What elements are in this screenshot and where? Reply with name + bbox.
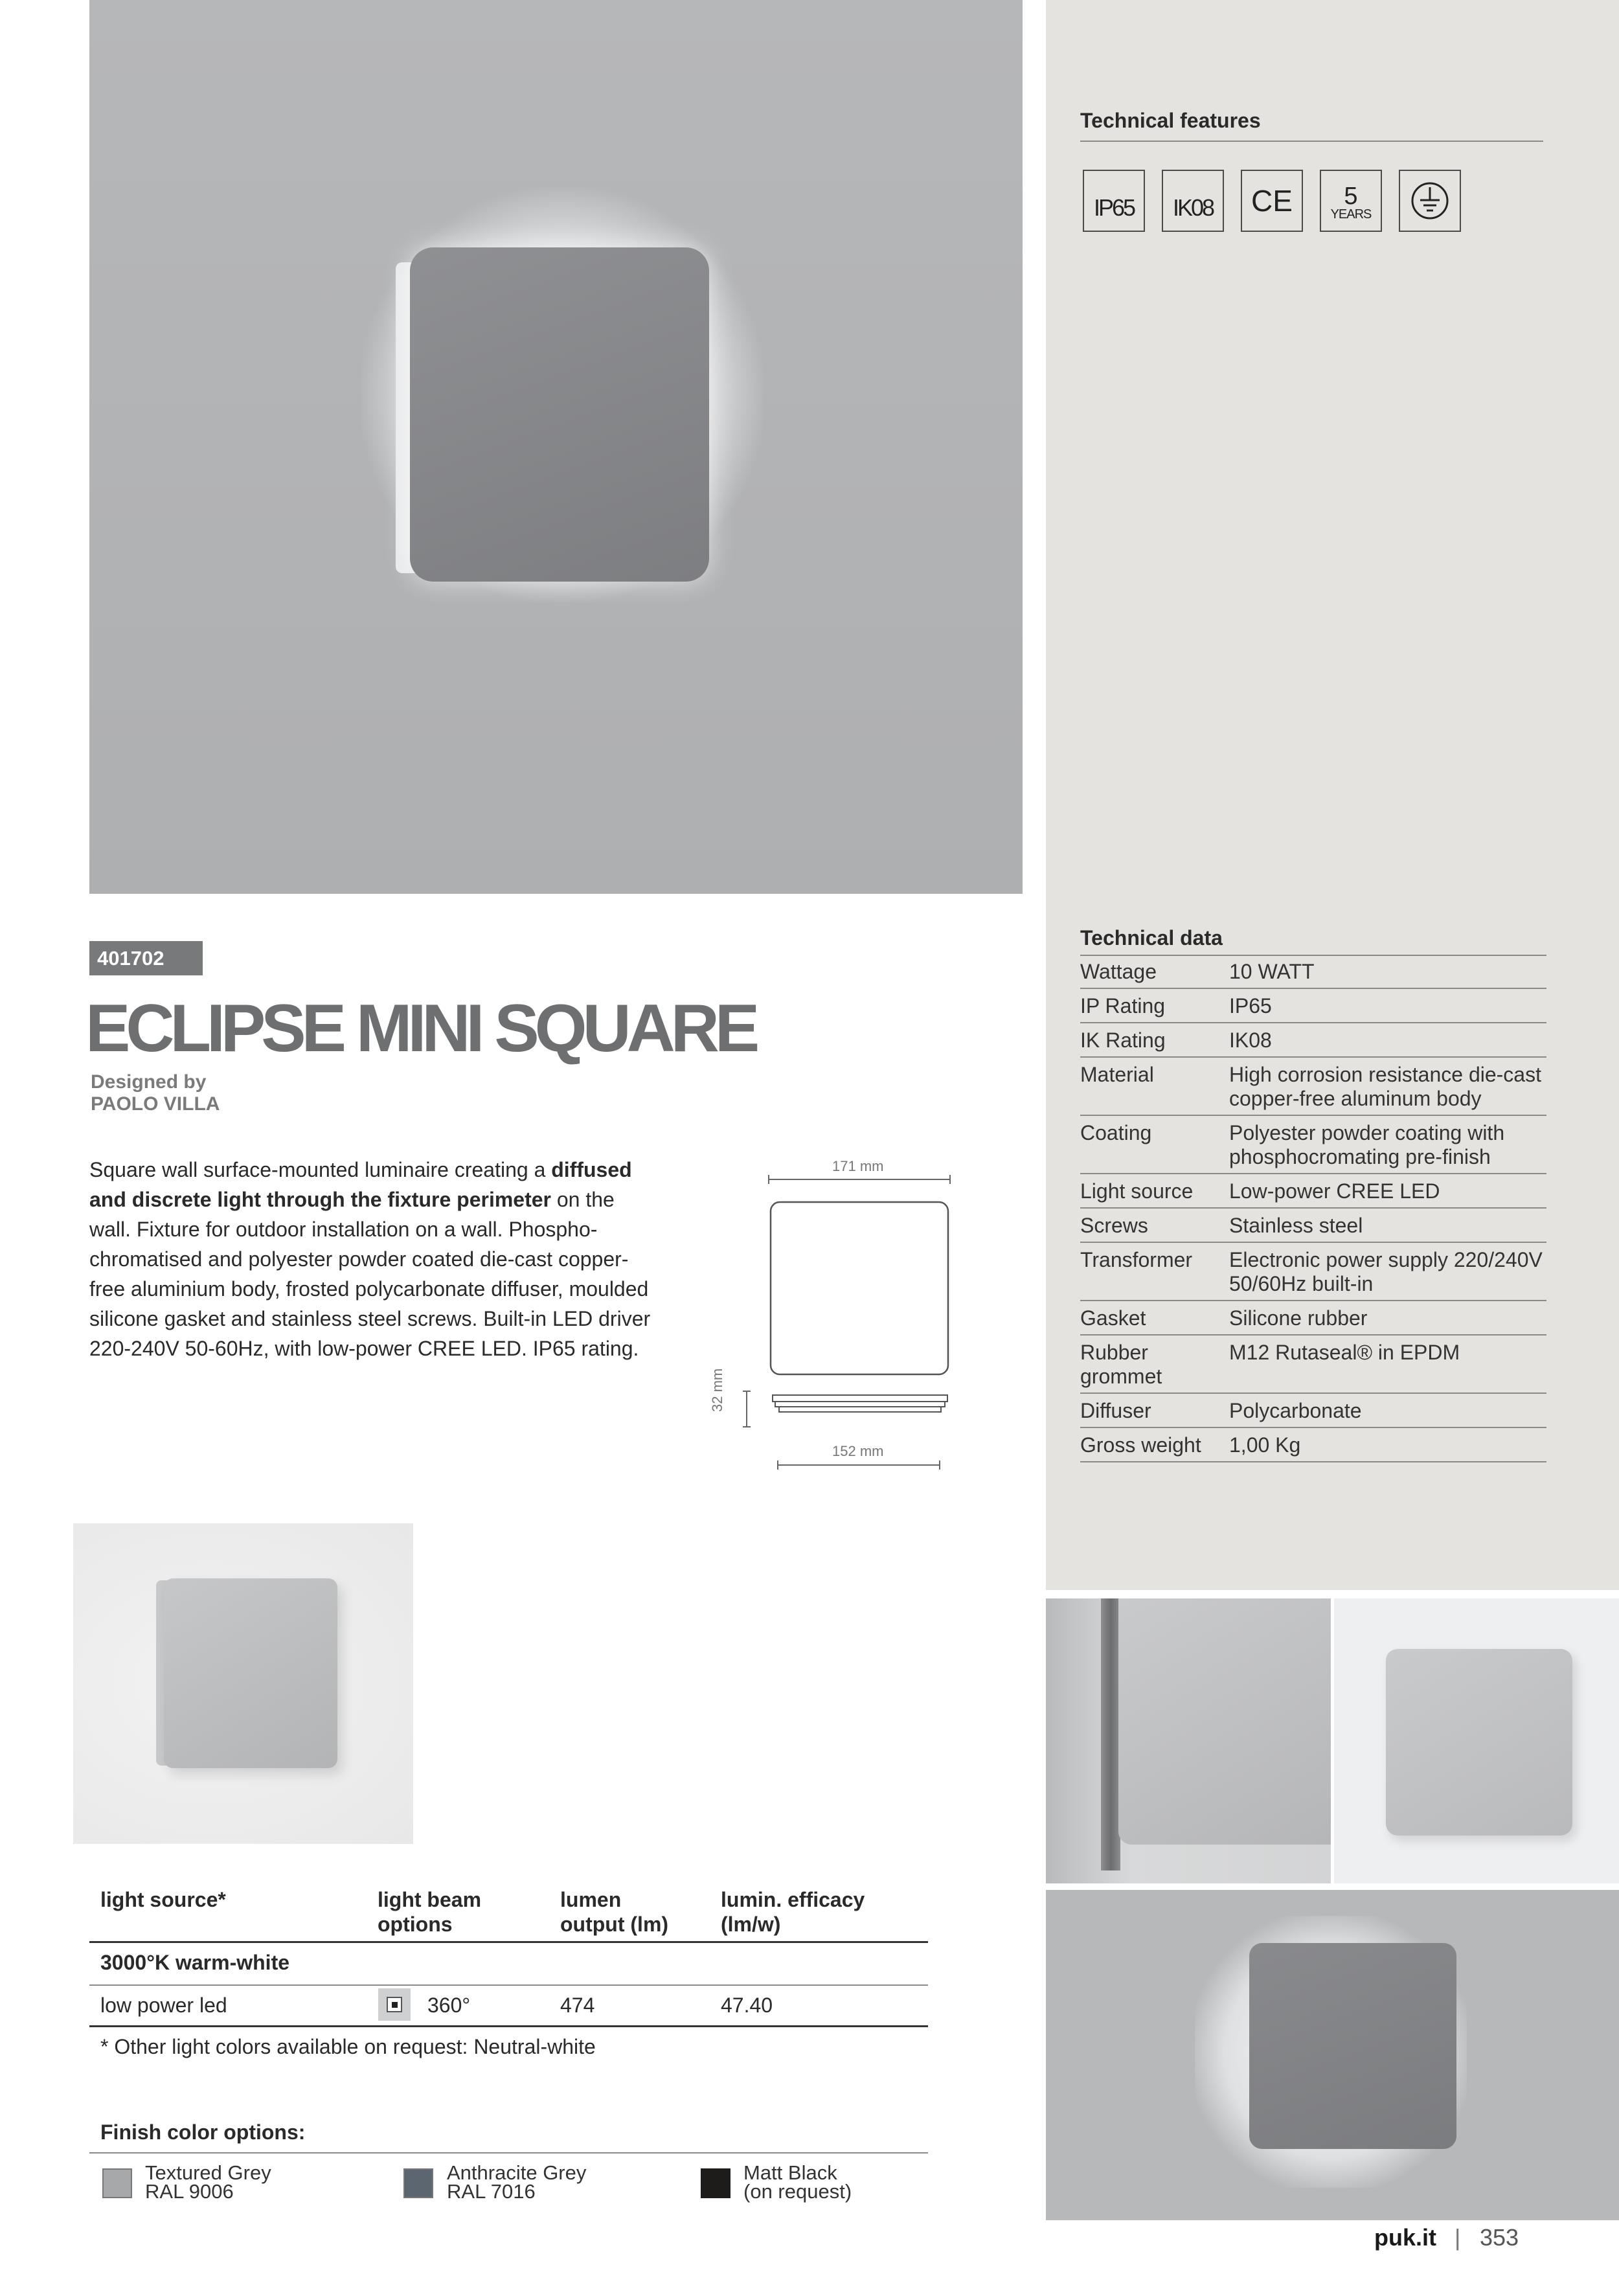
hero-product-photo [89,0,1023,894]
col-header-lumen: lumen output (lm) [560,1888,669,1936]
tech-value: Low-power CREE LED [1229,1174,1546,1208]
tech-row [1080,1057,1546,1115]
tech-value: Polyester powder coating with phosphocromating pre-finish [1229,1115,1546,1174]
designer-credit [91,1071,220,1115]
tech-value: IP65 [1229,988,1546,1023]
tech-row [1080,955,1546,988]
fixture-panel [410,247,709,582]
tech-value: IK08 [1229,1023,1546,1057]
product-photo-lit [1046,1890,1619,2220]
tech-key: IP Rating [1080,988,1229,1023]
tech-row [1080,1301,1546,1335]
tech-key: Coating [1080,1115,1229,1174]
tech-value: Silicone rubber [1229,1301,1546,1335]
divider [89,1984,928,1986]
tech-row [1080,1174,1546,1208]
designer-name: PAOLO VILLA [91,1093,220,1115]
row-source: low power led [100,1994,227,2017]
technical-drawing [709,1153,975,1477]
product-description: Square wall surface-mounted luminaire creating a diffused and discrete light through the fixture perimeter on the wall. Fixture for outdoor installation on a wall. Phospho-chromatised and polyester powder coated die-cast copper-free aluminium body, frosted polycarbonate diffuser, moulded silicone gasket and stainless steel screws. Built-in LED driver 220-240V 50-60Hz, with low-power CREE LED. IP65 rating. [89,1158,651,1360]
tech-key: Transformer [1080,1242,1229,1301]
col-header-efficacy: lumin. efficacy (lm/w) [721,1888,865,1936]
product-photo-side [73,1523,413,1844]
ik-rating-badge: IK08 [1162,170,1224,232]
tech-key: Material [1080,1057,1229,1115]
tech-row [1080,1115,1546,1174]
tech-value: 10 WATT [1229,955,1546,988]
tech-key: IK Rating [1080,1023,1229,1057]
tech-value: Polycarbonate [1229,1393,1546,1427]
tech-value: Stainless steel [1229,1208,1546,1242]
designed-by-label: Designed by [91,1071,207,1093]
technical-features-heading: Technical features [1080,109,1261,132]
dimension-width-top: 171 mm [832,1158,884,1174]
col-header-source: light source* [100,1888,226,1911]
col-header-beam: light beam options [378,1888,482,1936]
finish-title: Finish color options: [100,2120,306,2144]
tech-value: M12 Rutaseal® in EPDM [1229,1335,1546,1393]
divider [89,1941,928,1943]
ce-mark-icon: CE [1241,170,1303,232]
finish-label-anthracite-grey: Anthracite Grey RAL 7016 [447,2161,587,2203]
product-title: ECLIPSE MINI SQUARE [85,991,756,1066]
dimension-depth: 32 mm [709,1368,725,1412]
swatch-textured-grey [102,2168,132,2198]
row-beam: 360° [427,1994,471,2017]
row-efficacy: 47.40 [721,1994,773,2017]
tech-key: Gasket [1080,1301,1229,1335]
earth-ground-icon [1399,170,1461,232]
tech-row [1080,1393,1546,1427]
group-label: 3000°K warm-white [100,1951,290,1974]
product-photo-detail [1046,1598,1331,1883]
tech-value: Electronic power supply 220/240V 50/60Hz built-in [1229,1242,1546,1301]
technical-data-heading: Technical data [1080,926,1223,949]
footer-separator: | [1455,2224,1461,2251]
tech-row [1080,1427,1546,1462]
tech-key: Rubber grommet [1080,1335,1229,1393]
table-note: * Other light colors available on request: Neutral-white [100,2035,596,2058]
finish-label-matt-black: Matt Black (on request) [743,2161,852,2203]
tech-row [1080,1208,1546,1242]
product-code: 401702 [89,941,203,975]
tech-key: Diffuser [1080,1393,1229,1427]
footer-site-link[interactable]: puk.it [1374,2224,1436,2251]
tech-key: Light source [1080,1174,1229,1208]
page-number: 353 [1480,2224,1519,2251]
light-source-table [89,1878,928,2060]
warranty-badge: 5 YEARS [1320,170,1382,232]
swatch-anthracite-grey [403,2168,433,2198]
swatch-matt-black [701,2168,730,2198]
tech-key: Wattage [1080,955,1229,988]
dimension-width-bottom: 152 mm [832,1443,884,1459]
beam-360-icon [378,1988,411,2021]
tech-row [1080,1023,1546,1057]
tech-value: High corrosion resistance die-cast copper-free aluminum body [1229,1057,1546,1115]
tech-row [1080,988,1546,1023]
finish-label-textured-grey: Textured Grey RAL 9006 [145,2161,271,2203]
tech-key: Screws [1080,1208,1229,1242]
tech-value: 1,00 Kg [1229,1427,1546,1462]
divider [1080,141,1543,142]
divider [89,2152,928,2154]
technical-data-table [1080,955,1546,1462]
product-photo-front [1334,1598,1619,1883]
divider [89,2025,928,2027]
tech-key: Gross weight [1080,1427,1229,1462]
tech-row [1080,1335,1546,1393]
row-lumen: 474 [560,1994,595,2017]
ip-rating-badge: IP65 [1083,170,1145,232]
tech-row [1080,1242,1546,1301]
